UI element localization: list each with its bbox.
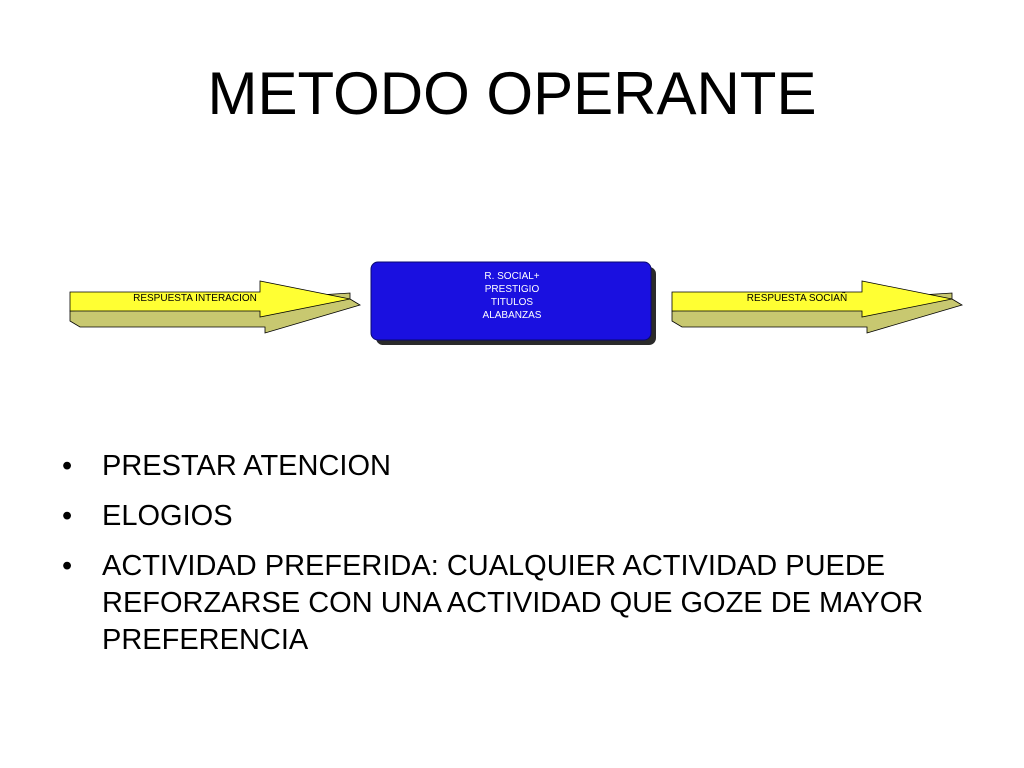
bullet-marker: • bbox=[62, 450, 73, 482]
left-arrow-label: RESPUESTA INTERACION bbox=[133, 293, 257, 304]
center-box-line: TITULOS bbox=[490, 297, 534, 308]
bullet-text: ACTIVIDAD PREFERIDA: CUALQUIER ACTIVIDAD PUEDE REFORZARSE CON UNA ACTIVIDAD QUE GOZE DE MAYOR PREFERENCIA bbox=[102, 550, 924, 656]
center-box-line: PRESTIGIO bbox=[484, 284, 540, 295]
bullet-marker: • bbox=[62, 500, 73, 532]
slide-title: METODO OPERANTE bbox=[207, 60, 817, 127]
center-box-text bbox=[372, 270, 652, 322]
right-arrow-label: RESPUESTA SOCIAÑ bbox=[746, 293, 848, 304]
bullet-item bbox=[62, 498, 962, 535]
bullet-text: PRESTAR ATENCION bbox=[102, 450, 391, 482]
center-box-line: R. SOCIAL+ bbox=[484, 271, 540, 282]
bullet-text: ELOGIOS bbox=[102, 500, 233, 532]
bullet-marker: • bbox=[62, 550, 73, 582]
process-diagram bbox=[60, 255, 970, 355]
bullet-list bbox=[62, 448, 962, 672]
bullet-item bbox=[62, 448, 962, 485]
center-box-line: ALABANZAS bbox=[482, 310, 542, 321]
bullet-item bbox=[62, 548, 962, 659]
